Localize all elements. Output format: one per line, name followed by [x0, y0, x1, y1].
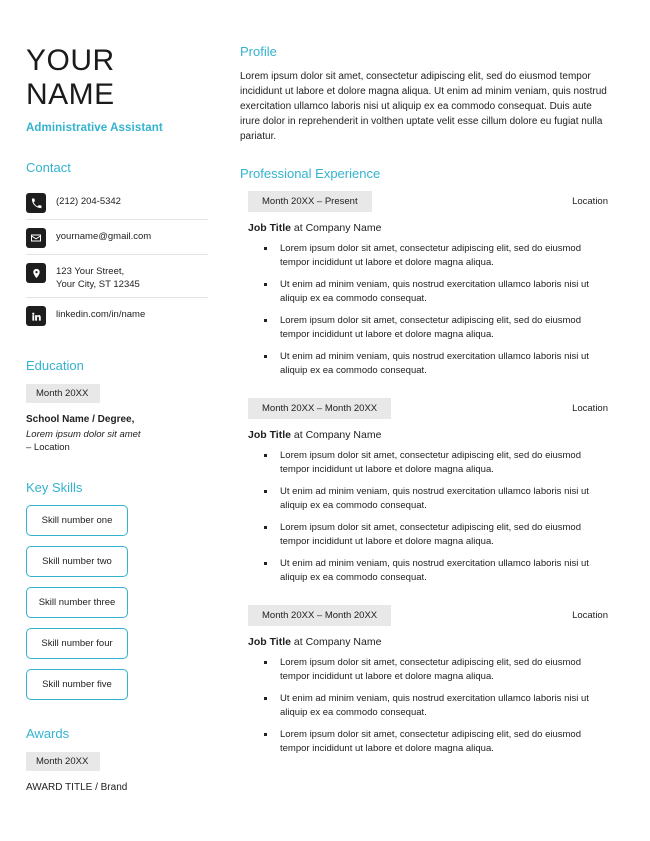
experience-bullets — [240, 242, 610, 378]
awards-heading: Awards — [26, 726, 70, 741]
bullet-item: Ut enim ad minim veniam, quis nostrud exercitation ullamco laboris nisi ut aliquip ex ea commodo consequat. — [262, 485, 610, 513]
contact-linkedin-value: linkedin.com/in/name — [56, 309, 146, 320]
job-role: Administrative Assistant — [26, 122, 163, 134]
award-title: AWARD TITLE / Brand — [26, 782, 128, 793]
profile-heading: Profile — [240, 44, 277, 59]
education-entry — [26, 383, 208, 454]
contact-email-value: yourname@gmail.com — [56, 231, 152, 242]
location-pin-icon — [26, 263, 46, 283]
main-content — [208, 30, 610, 841]
bullet-item: Lorem ipsum dolor sit amet, consectetur adipiscing elit, sed do eiusmod tempor incididunt ut labore et dolore magna aliqua. — [262, 449, 610, 477]
experience-title-row — [240, 222, 610, 234]
experience-location: Location — [572, 610, 608, 621]
bullet-item: Lorem ipsum dolor sit amet, consectetur adipiscing elit, sed do eiusmod tempor incididunt ut labore et dolore magna aliqua. — [262, 314, 610, 342]
contact-heading: Contact — [26, 160, 71, 175]
bullet-item: Ut enim ad minim veniam, quis nostrud exercitation ullamco laboris nisi ut aliquip ex ea commodo consequat. — [262, 278, 610, 306]
skill-item: Skill number two — [26, 546, 128, 577]
bullet-item: Lorem ipsum dolor sit amet, consectetur adipiscing elit, sed do eiusmod tempor incididunt ut labore et dolore magna aliqua. — [262, 656, 610, 684]
skills-heading: Key Skills — [26, 480, 83, 495]
contact-list — [26, 185, 208, 332]
contact-address-value — [56, 261, 140, 291]
skill-item: Skill number one — [26, 505, 128, 536]
experience-date: Month 20XX – Present — [248, 191, 372, 212]
bullet-item: Lorem ipsum dolor sit amet, consectetur adipiscing elit, sed do eiusmod tempor incididunt ut labore et dolore magna aliqua. — [262, 728, 610, 756]
bullet-item: Lorem ipsum dolor sit amet, consectetur adipiscing elit, sed do eiusmod tempor incididunt ut labore et dolore magna aliqua. — [262, 521, 610, 549]
experience-location: Location — [572, 403, 608, 414]
envelope-icon — [26, 228, 46, 248]
bullet-item: Lorem ipsum dolor sit amet, consectetur adipiscing elit, sed do eiusmod tempor incididunt ut labore et dolore magna aliqua. — [262, 242, 610, 270]
experience-title-row — [240, 636, 610, 648]
experience-date: Month 20XX – Month 20XX — [248, 398, 391, 419]
profile-text: Lorem ipsum dolor sit amet, consectetur adipiscing elit, sed do eiusmod tempor incididunt ut labore et dolore magna aliqua. Ut enim ad minim veniam, quis nostrud exercitation ullamco laboris nisi ut aliquip ex ea commodo consequat. Duis aute irure dolor in reprehenderit in volthen uptate velit esse cillum dolore eu fugiat nulla pariatur. — [240, 71, 607, 142]
bullet-item: Ut enim ad minim veniam, quis nostrud exercitation ullamco laboris nisi ut aliquip ex ea commodo consequat. — [262, 692, 610, 720]
bullet-item: Ut enim ad minim veniam, quis nostrud exercitation ullamco laboris nisi ut aliquip ex ea commodo consequat. — [262, 350, 610, 378]
contact-address-line2: Your City, ST 12345 — [56, 279, 140, 290]
linkedin-icon — [26, 306, 46, 326]
experience-job-title: Job Title — [248, 429, 291, 441]
last-name: NAME — [26, 78, 115, 111]
education-date: Month 20XX — [26, 384, 100, 403]
skill-item: Skill number three — [26, 587, 128, 618]
experience-header — [240, 398, 610, 419]
skills-list — [26, 505, 208, 700]
contact-item-phone — [26, 185, 208, 220]
experience-header — [240, 191, 610, 212]
experience-entry — [240, 398, 610, 585]
experience-entry — [240, 191, 610, 378]
phone-icon — [26, 193, 46, 213]
experience-date: Month 20XX – Month 20XX — [248, 605, 391, 626]
contact-item-linkedin[interactable] — [26, 298, 208, 332]
experience-title-row — [240, 429, 610, 441]
contact-address-line1: 123 Your Street, — [56, 266, 125, 277]
experience-company: at Company Name — [290, 429, 382, 441]
experience-company: at Company Name — [290, 636, 382, 648]
contact-item-address — [26, 255, 208, 298]
experience-bullets — [240, 449, 610, 585]
name-block — [26, 44, 208, 134]
sidebar — [26, 30, 208, 841]
experience-company: at Company Name — [290, 222, 382, 234]
experience-heading: Professional Experience — [240, 166, 381, 181]
first-name: YOUR — [26, 44, 115, 77]
experience-job-title: Job Title — [248, 636, 291, 648]
skill-item: Skill number five — [26, 669, 128, 700]
education-school: School Name / Degree, — [26, 414, 135, 425]
experience-job-title: Job Title — [248, 222, 291, 234]
education-description: Lorem ipsum dolor sit amet — [26, 429, 141, 440]
experience-location: Location — [572, 196, 608, 207]
award-entry — [26, 751, 208, 795]
contact-phone-value: (212) 204-5342 — [56, 196, 121, 207]
contact-item-email — [26, 220, 208, 255]
education-location: – Location — [26, 442, 70, 453]
experience-header — [240, 605, 610, 626]
bullet-item: Ut enim ad minim veniam, quis nostrud exercitation ullamco laboris nisi ut aliquip ex ea commodo consequat. — [262, 557, 610, 585]
skill-item: Skill number four — [26, 628, 128, 659]
experience-entry — [240, 605, 610, 756]
experience-bullets — [240, 656, 610, 756]
education-heading: Education — [26, 358, 84, 373]
award-date: Month 20XX — [26, 752, 100, 771]
